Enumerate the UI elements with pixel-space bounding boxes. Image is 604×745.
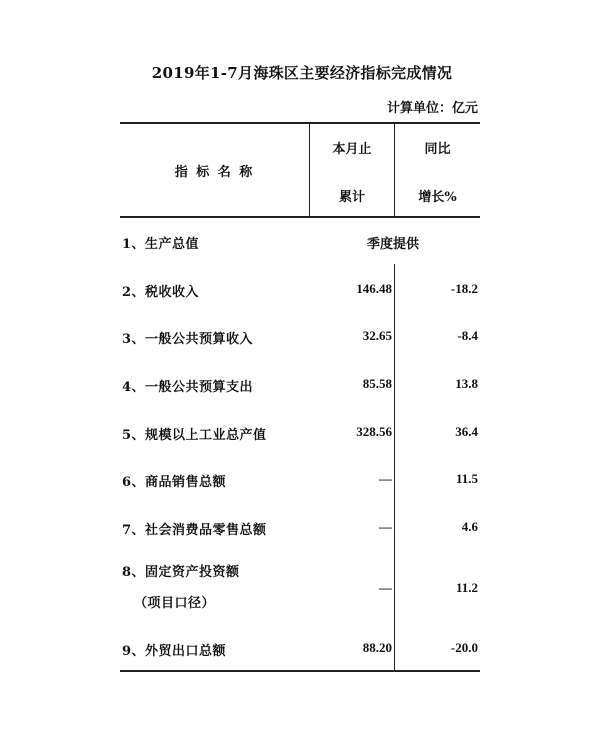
cumulative-value: — <box>379 519 392 534</box>
growth-value: 36.4 <box>455 424 478 439</box>
growth-value: -8.4 <box>457 328 478 343</box>
table-row-label: 5、规模以上工业总产值 <box>122 428 267 443</box>
table-row-label: 9、外贸出口总额 <box>122 644 227 659</box>
table-row-label: 4、一般公共预算支出 <box>122 380 254 395</box>
cumulative-value: — <box>379 580 392 595</box>
table-row-label: 1、生产总值 <box>122 237 200 252</box>
table-bottom-border <box>120 670 480 672</box>
table-top-border <box>120 122 480 124</box>
cumulative-header-line1: 本月止 <box>332 142 372 157</box>
growth-value: -18.2 <box>450 281 478 296</box>
growth-value: 4.6 <box>461 519 478 534</box>
cumulative-value: 88.20 <box>362 640 392 655</box>
yoy-header-line1: 同比 <box>424 142 451 157</box>
table-row-label: 2、税收收入 <box>122 285 200 300</box>
growth-value: -20.0 <box>450 640 478 655</box>
cumulative-value: 146.48 <box>356 281 392 296</box>
table-row-label: 6、商品销售总额 <box>122 475 227 490</box>
table-row-label: 3、一般公共预算收入 <box>122 332 254 347</box>
table-row-sublabel: （项目口径） <box>134 596 216 611</box>
cumulative-value: 328.56 <box>356 424 392 439</box>
growth-value: 11.2 <box>455 580 478 595</box>
growth-value: 11.5 <box>455 471 478 486</box>
yoy-header-line2: 增长% <box>418 190 457 205</box>
quarterly-note: 季度提供 <box>366 237 419 252</box>
unit-label: 计算单位：亿元 <box>386 101 478 116</box>
cumulative-header-line2: 累计 <box>338 190 365 205</box>
indicator-header: 指 标 名 称 <box>174 165 255 180</box>
header-bottom-border <box>120 216 480 218</box>
table-row-label-main: 8、固定资产投资额 <box>122 565 240 580</box>
cumulative-value: 32.65 <box>362 328 392 343</box>
cumulative-value: — <box>379 471 392 486</box>
growth-value: 13.8 <box>455 376 478 391</box>
table-row-label <box>122 561 240 611</box>
table-row-label: 7、社会消费品零售总额 <box>122 523 267 538</box>
page-title: 2019年1-7月海珠区主要经济指标完成情况 <box>151 64 453 82</box>
body-divider <box>394 264 395 670</box>
cumulative-value: 85.58 <box>362 376 392 391</box>
